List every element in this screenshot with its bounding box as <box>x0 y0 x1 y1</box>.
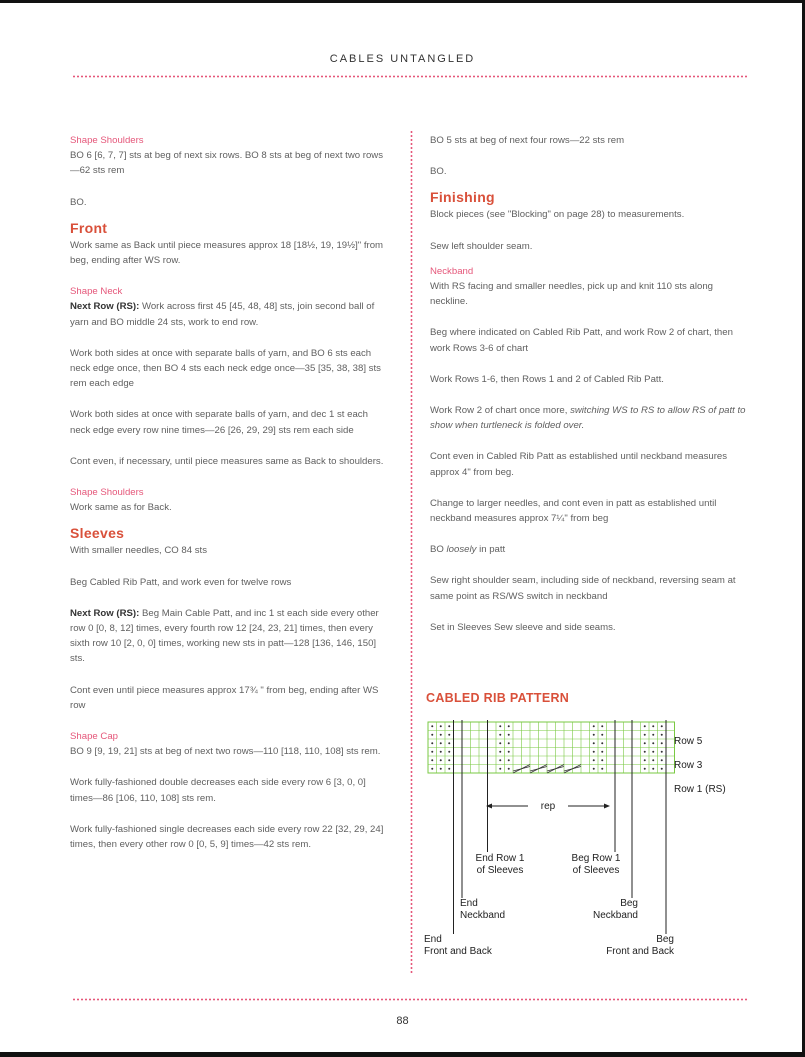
purl-dot <box>508 734 510 736</box>
chart-grid <box>428 722 675 773</box>
beg-row1-sleeves-line1: Beg Row 1 <box>571 853 621 864</box>
shape-shoulders-2-heading: Shape Shoulders <box>70 487 144 499</box>
purl-dot <box>448 734 450 736</box>
purl-dot <box>593 742 595 744</box>
front-title: Front <box>70 219 108 236</box>
finishing-p2: Sew left shoulder seam. <box>430 240 533 252</box>
purl-dot <box>508 768 510 770</box>
neckband-p7-italic: loosely <box>446 544 477 556</box>
purl-dot <box>661 768 663 770</box>
neckband-p6: Change to larger needles, and cont even in patt as established until neckband measures approx 7¼" from beg <box>430 497 717 525</box>
rep-arrow-left-head <box>486 804 492 809</box>
purl-dot <box>508 751 510 753</box>
purl-dot <box>652 734 654 736</box>
neckband-p4 <box>430 403 750 433</box>
shape-shoulders-heading: Shape Shoulders <box>70 135 144 146</box>
next-row-text: Work across first 45 [45, 48, 48] sts, join second ball of yarn and BO middle 24 sts, work to end row. <box>70 301 375 328</box>
page-number: 88 <box>396 1015 409 1027</box>
purl-dot <box>431 725 433 727</box>
shape-cap-p3: Work fully-fashioned single decreases each side every row 22 [32, 29, 24] times, then every other row 0 [0, 5, 9] times—42 sts rem. <box>70 823 384 851</box>
neckband-p7-plain: BO <box>430 544 447 556</box>
purl-dot <box>499 734 501 736</box>
neckband-p9: Set in Sleeves Sew sleeve and side seams. <box>430 621 616 633</box>
purl-dot <box>440 759 442 761</box>
end-row1-sleeves-line1: End Row 1 <box>475 853 525 864</box>
purl-dot <box>661 742 663 744</box>
purl-dot <box>644 751 646 753</box>
purl-dot <box>499 751 501 753</box>
end-front-back-line2: Front and Back <box>424 946 492 957</box>
cap-end-p1: BO 5 sts at beg of next four rows—22 sts rem <box>430 135 625 146</box>
purl-dot <box>644 742 646 744</box>
cap-end-p2: BO. <box>430 166 447 178</box>
cabled-rib-chart <box>420 712 726 960</box>
beg-neckband-line1: Beg <box>620 898 638 909</box>
purl-dot <box>661 751 663 753</box>
purl-dot <box>644 725 646 727</box>
row-1-label: Row 1 (RS) <box>674 784 726 795</box>
end-neckband-line1: End <box>460 898 478 909</box>
purl-dot <box>601 734 603 736</box>
purl-dot <box>601 742 603 744</box>
purl-dot <box>431 759 433 761</box>
purl-dot <box>508 742 510 744</box>
rep-arrow-right-head <box>604 804 610 809</box>
purl-dot <box>652 725 654 727</box>
rep-label: rep <box>540 801 556 812</box>
purl-dot <box>508 725 510 727</box>
purl-dot <box>593 725 595 727</box>
purl-dot <box>601 725 603 727</box>
shape-neck-next-row <box>70 299 390 329</box>
purl-dot <box>593 759 595 761</box>
purl-dot <box>440 751 442 753</box>
purl-dot <box>652 759 654 761</box>
neckband-p5: Cont even in Cabled Rib Patt as established until neckband measures approx 4" from beg. <box>430 451 728 478</box>
shape-cap-heading: Shape Cap <box>70 731 119 743</box>
neckband-p2: Beg where indicated on Cabled Rib Patt, and work Row 2 of chart, then work Rows 3-6 of chart <box>430 327 733 354</box>
scan-edge-bottom <box>0 1052 805 1057</box>
purl-dot <box>601 759 603 761</box>
neckband-heading: Neckband <box>430 265 474 277</box>
purl-dot <box>661 734 663 736</box>
shape-neck-p2: Work both sides at once with separate balls of yarn, and BO 6 sts each neck edge once, then BO 4 sts each neck edge once—35 [35, 38, 38] sts rem each edge <box>70 347 381 390</box>
neckband-p8: Sew right shoulder seam, including side of neckband, reversing seam at same point as RS/WS switch in neckband <box>430 575 736 602</box>
purl-dot <box>508 759 510 761</box>
purl-dot <box>593 751 595 753</box>
purl-dot <box>601 768 603 770</box>
end-front-back-line1: End <box>424 934 442 945</box>
purl-dot <box>593 768 595 770</box>
sleeves-p2: Beg Cabled Rib Patt, and work even for twelve rows <box>70 576 292 588</box>
purl-dot <box>431 734 433 736</box>
purl-dot <box>661 759 663 761</box>
sleeves-next-row-label: Next Row (RS): <box>70 607 140 619</box>
column-divider <box>410 130 413 975</box>
purl-dot <box>448 742 450 744</box>
row-5-label: Row 5 <box>674 736 703 747</box>
purl-dot <box>644 768 646 770</box>
finishing-title: Finishing <box>430 189 495 206</box>
left-column <box>70 133 390 868</box>
purl-dot <box>431 751 433 753</box>
purl-dot <box>440 742 442 744</box>
purl-dot <box>440 725 442 727</box>
rep-arrow <box>486 801 610 812</box>
bottom-dotted-rule <box>72 998 748 1001</box>
sleeves-title: Sleeves <box>70 525 125 542</box>
purl-dot <box>661 725 663 727</box>
bo-text: BO. <box>70 196 87 208</box>
shape-cap-p2: Work fully-fashioned double decreases each side every row 6 [3, 0, 0] times—86 [106, 110, 108] sts rem. <box>70 777 366 804</box>
neckband-p7 <box>430 542 750 557</box>
purl-dot <box>448 725 450 727</box>
end-row1-sleeves-line2: of Sleeves <box>476 865 524 876</box>
purl-dot <box>652 742 654 744</box>
end-neckband-line2: Neckband <box>460 910 506 921</box>
sleeves-p4: Cont even until piece measures approx 17¾ " from beg, ending after WS row <box>70 684 379 711</box>
purl-dot <box>601 751 603 753</box>
purl-dot <box>644 759 646 761</box>
chart-title: CABLED RIB PATTERN <box>426 691 570 705</box>
beg-front-back-line2: Front and Back <box>606 946 674 957</box>
shape-neck-p4: Cont even, if necessary, until piece measures same as Back to shoulders. <box>70 455 384 467</box>
purl-dot <box>448 759 450 761</box>
neckband-p3: Work Rows 1-6, then Rows 1 and 2 of Cabled Rib Patt. <box>430 373 664 385</box>
purl-dot <box>440 734 442 736</box>
next-row-label: Next Row (RS): <box>70 301 140 313</box>
purl-dot <box>448 768 450 770</box>
shape-neck-p3: Work both sides at once with separate balls of yarn, and dec 1 st each neck edge every row nine times—26 [26, 29, 29] sts rem each side <box>70 409 368 436</box>
beg-neckband-line2: Neckband <box>592 910 638 921</box>
shape-neck-heading: Shape Neck <box>70 286 123 298</box>
purl-dot <box>499 742 501 744</box>
running-head: CABLES UNTANGLED <box>329 53 476 65</box>
shape-cap-p1: BO 9 [9, 19, 21] sts at beg of next two rows—110 [118, 110, 108] sts rem. <box>70 746 381 758</box>
neckband-p1: With RS facing and smaller needles, pick up and knit 110 sts along neckline. <box>430 281 713 308</box>
purl-dot <box>499 725 501 727</box>
purl-dot <box>652 751 654 753</box>
right-column <box>430 133 750 651</box>
sleeves-next-row <box>70 606 390 667</box>
finishing-p1: Block pieces (see "Blocking" on page 28) to measurements. <box>430 209 685 221</box>
purl-dot <box>644 734 646 736</box>
shape-shoulders-text: BO 6 [6, 7, 7] sts at beg of next six rows. BO 8 sts at beg of next two rows—62 sts rem <box>70 150 384 177</box>
purl-dot <box>448 751 450 753</box>
scan-edge-top <box>0 0 805 3</box>
sleeves-next-row-text: Beg Main Cable Patt, and inc 1 st each side every other row 0 [0, 8, 12] times, every fourth row 12 [24, 23, 21] times, then every sixth row 10 [2, 0, 0] times, working new sts in patt—128 [136, 146, 150] sts. <box>70 607 379 665</box>
purl-dot <box>499 768 501 770</box>
front-text: Work same as Back until piece measures approx 18 [18½, 19, 19½]" from beg, ending after WS row. <box>70 239 384 267</box>
beg-front-back-line1: Beg <box>656 934 674 945</box>
beg-row1-sleeves-line2: of Sleeves <box>572 865 620 876</box>
purl-dot <box>499 759 501 761</box>
top-dotted-rule <box>72 75 748 78</box>
purl-dot <box>431 768 433 770</box>
shape-shoulders-2-text: Work same as for Back. <box>70 502 172 514</box>
purl-dot <box>593 734 595 736</box>
sleeves-p1: With smaller needles, CO 84 sts <box>70 545 208 557</box>
purl-dot <box>440 768 442 770</box>
purl-dot <box>431 742 433 744</box>
neckband-p4-italic: switching WS to RS to allow RS of patt to show when turtleneck is folded over. <box>430 405 746 432</box>
row-3-label: Row 3 <box>674 760 703 771</box>
neckband-p4-plain: Work Row 2 of chart once more, <box>430 405 571 417</box>
purl-dot <box>652 768 654 770</box>
neckband-p7-end: in patt <box>476 544 506 556</box>
